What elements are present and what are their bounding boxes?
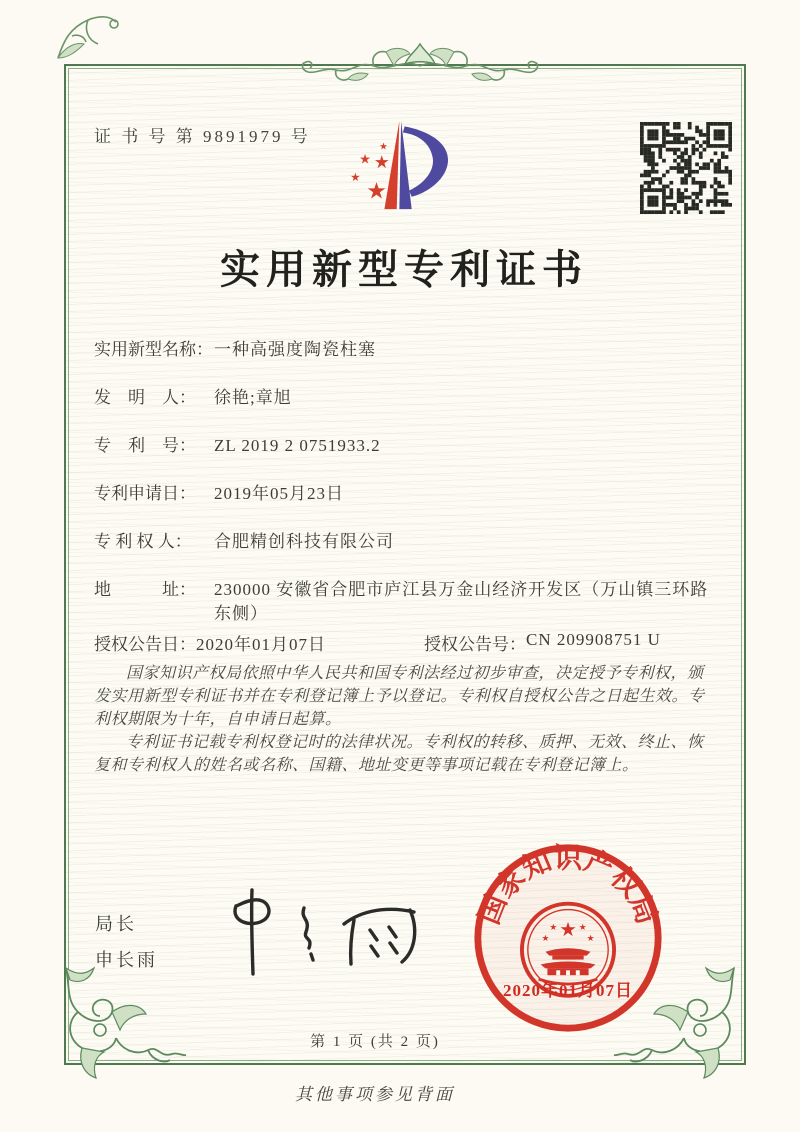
field-value: 2020年01月07日 — [196, 635, 326, 654]
field-value: 合肥精创科技有限公司 — [214, 532, 394, 551]
legal-paragraph-2: 专利证书记载专利权登记时的法律状况。专利权的转移、质押、无效、终止、恢复和专利权人的姓名或名称、国籍、地址变更等事项记载在专利登记簿上。 — [94, 734, 704, 774]
seal-date: 2020年01月07日 — [503, 981, 633, 1000]
top-left-ornament — [50, 6, 120, 62]
svg-text:★: ★ — [350, 169, 361, 184]
svg-text:★: ★ — [366, 178, 387, 205]
field-inventors — [94, 386, 712, 410]
field-label: 专 利 号： — [94, 436, 196, 455]
back-side-note: 其他事项参见背面 — [295, 1085, 455, 1104]
seal-text: 国家知识产权局 — [473, 843, 663, 929]
field-grant-row — [94, 630, 712, 655]
legal-paragraph-1: 国家知识产权局依照中华人民共和国专利法经过初步审查，决定授予专利权，颁发实用新型专利证书并在专利登记簿上予以登记。专利权自授权公告之日起生效。专利权期限为十年，自申请日起算。 — [94, 665, 705, 728]
field-grant-date — [94, 630, 424, 655]
field-value: 徐艳;章旭 — [214, 388, 292, 407]
svg-text:★: ★ — [541, 933, 550, 944]
svg-text:★: ★ — [359, 152, 371, 168]
svg-text:★: ★ — [373, 152, 390, 173]
field-label: 专 利 权 人： — [94, 532, 192, 551]
qr-code — [640, 122, 732, 214]
field-label: 发 明 人： — [94, 388, 196, 407]
field-value: 2019年05月23日 — [214, 484, 344, 503]
field-label: 实用新型名称： — [94, 340, 213, 359]
field-filing-date — [94, 482, 712, 506]
field-value: ZL 2019 2 0751933.2 — [214, 436, 381, 455]
field-patentee — [94, 530, 712, 554]
svg-text:★: ★ — [586, 933, 595, 944]
director-title-label: 局长 — [95, 914, 137, 934]
field-patent-number — [94, 434, 712, 458]
cnipa-logo — [336, 112, 468, 220]
svg-text:★: ★ — [549, 923, 558, 934]
svg-text:★: ★ — [559, 918, 577, 942]
cnipa-official-seal — [470, 840, 666, 1036]
svg-text:★: ★ — [379, 141, 388, 153]
field-utility-model-name — [94, 338, 712, 362]
svg-text:★: ★ — [578, 923, 587, 934]
field-label: 授权公告号： — [424, 635, 526, 654]
field-grant-number — [424, 630, 712, 655]
field-value: 一种高强度陶瓷柱塞 — [214, 340, 376, 359]
field-value: 230000 安徽省合肥市庐江县万金山经济开发区（万山镇三环路东侧） — [214, 580, 709, 623]
certificate-title: 实用新型专利证书 — [220, 247, 588, 292]
field-value: CN 209908751 U — [526, 630, 661, 649]
field-address — [94, 578, 712, 626]
field-label: 专利申请日： — [94, 484, 196, 503]
field-label: 授权公告日： — [94, 635, 196, 654]
field-label: 地 址： — [94, 580, 196, 599]
director-name-label: 申长雨 — [95, 950, 158, 970]
director-signature — [212, 882, 422, 982]
page-number: 第 1 页 (共 2 页) — [310, 1034, 440, 1050]
legal-text — [94, 662, 714, 777]
certificate-number: 证 书 号 第 9891979 号 — [94, 127, 311, 146]
